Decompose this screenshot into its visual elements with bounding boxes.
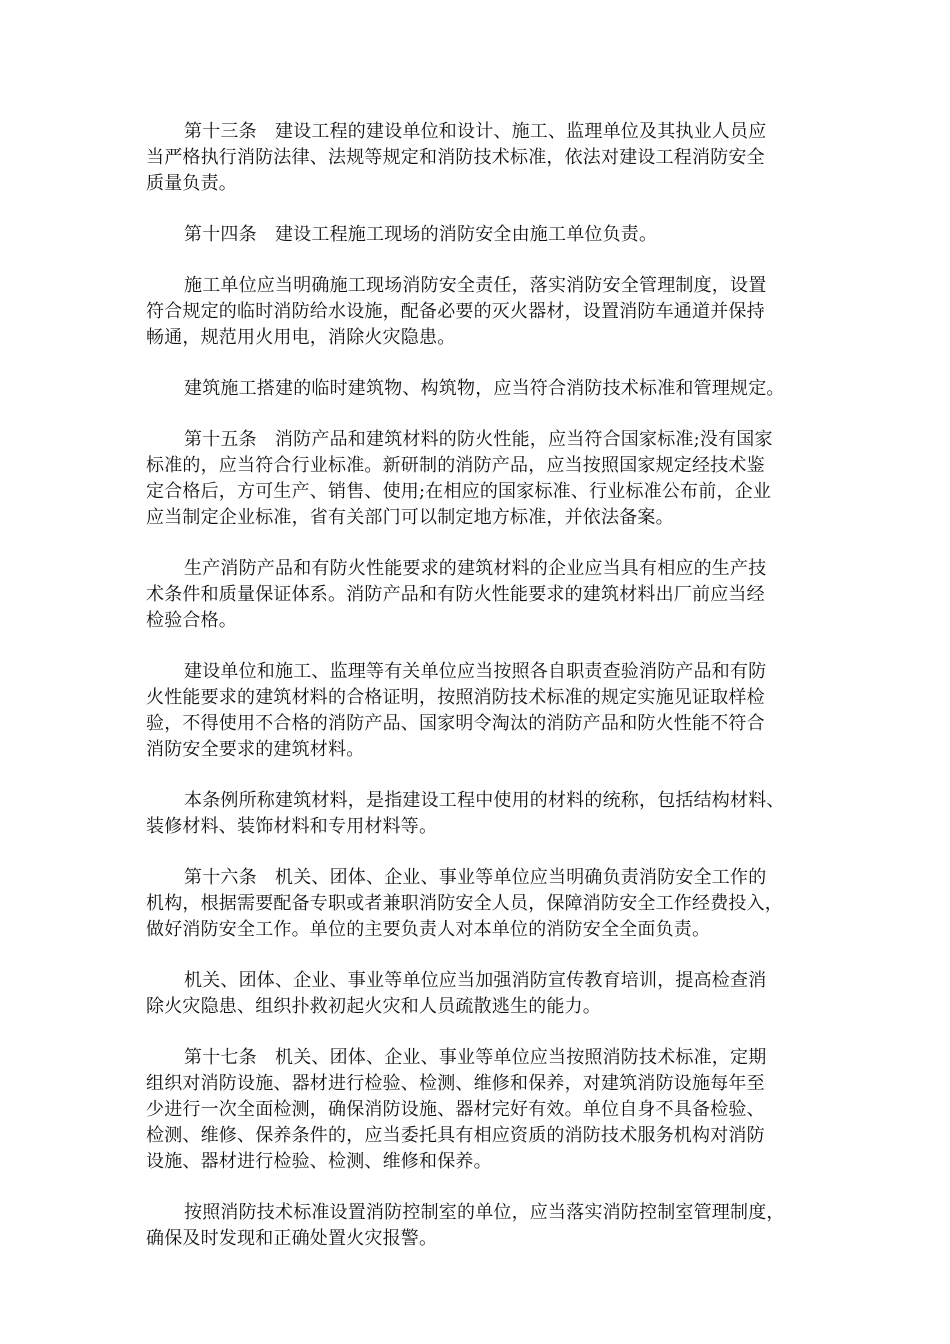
text-line: 第十四条 建设工程施工现场的消防安全由施工单位负责。 xyxy=(184,224,658,245)
text-line: 组织对消防设施、器材进行检验、检测、维修和保养，对建筑消防设施每年至 xyxy=(146,1073,765,1094)
text-line: 第十五条 消防产品和建筑材料的防火性能，应当符合国家标准;没有国家 xyxy=(184,429,773,450)
paragraph xyxy=(146,865,808,943)
text-line: 少进行一次全面检测，确保消防设施、器材完好有效。单位自身不具备检验、 xyxy=(146,1099,765,1120)
text-line: 第十三条 建设工程的建设单位和设计、施工、监理单位及其执业人员应 xyxy=(184,121,767,142)
text-line: 检测、维修、保养条件的，应当委托具有相应资质的消防技术服务机构对消防 xyxy=(146,1125,765,1146)
text-line: 标准的，应当符合行业标准。新研制的消防产品，应当按照国家规定经技术鉴 xyxy=(146,455,765,476)
text-line: 验，不得使用不合格的消防产品、国家明令淘汰的消防产品和防火性能不符合 xyxy=(146,713,765,734)
text-line: 机构，根据需要配备专职或者兼职消防安全人员，保障消防安全工作经费投入， xyxy=(146,893,783,914)
text-line: 第十六条 机关、团体、企业、事业等单位应当明确负责消防安全工作的 xyxy=(184,867,767,888)
text-line: 机关、团体、企业、事业等单位应当加强消防宣传教育培训，提高检查消 xyxy=(184,970,767,991)
text-line: 消防安全要求的建筑材料。 xyxy=(146,739,365,760)
text-line: 第十七条 机关、团体、企业、事业等单位应当按照消防技术标准，定期 xyxy=(184,1047,767,1068)
text-line: 施工单位应当明确施工现场消防安全责任，落实消防安全管理制度，设置 xyxy=(184,275,767,296)
text-line: 符合规定的临时消防给水设施，配备必要的灭火器材，设置消防车通道并保持 xyxy=(146,301,765,322)
paragraph xyxy=(146,556,808,634)
text-line: 按照消防技术标准设置消防控制室的单位，应当落实消防控制室管理制度， xyxy=(184,1202,785,1223)
paragraph xyxy=(146,222,808,248)
text-line: 生产消防产品和有防火性能要求的建筑材料的企业应当具有相应的生产技 xyxy=(184,558,767,579)
text-line: 术条件和质量保证体系。消防产品和有防火性能要求的建筑材料出厂前应当经 xyxy=(146,584,765,605)
text-line: 本条例所称建筑材料，是指建设工程中使用的材料的统称，包括结构材料、 xyxy=(184,790,785,811)
text-line: 确保及时发现和正确处置火灾报警。 xyxy=(146,1228,438,1249)
paragraph xyxy=(146,1045,808,1175)
text-line: 建设单位和施工、监理等有关单位应当按照各自职责查验消防产品和有防 xyxy=(184,661,767,682)
paragraph xyxy=(146,659,808,763)
document-page xyxy=(146,119,808,1277)
paragraph xyxy=(146,788,808,840)
text-line: 定合格后，方可生产、销售、使用;在相应的国家标准、行业标准公布前，企业 xyxy=(146,481,772,502)
text-line: 设施、器材进行检验、检测、维修和保养。 xyxy=(146,1151,492,1172)
text-line: 建筑施工搭建的临时建筑物、构筑物，应当符合消防技术标准和管理规定。 xyxy=(184,378,785,399)
paragraph xyxy=(146,1200,808,1252)
text-line: 除火灾隐患、组织扑救初起火灾和人员疏散逃生的能力。 xyxy=(146,996,601,1017)
text-line: 应当制定企业标准，省有关部门可以制定地方标准，并依法备案。 xyxy=(146,507,674,528)
text-line: 火性能要求的建筑材料的合格证明，按照消防技术标准的规定实施见证取样检 xyxy=(146,687,765,708)
paragraph xyxy=(146,119,808,197)
paragraph xyxy=(146,376,808,402)
text-line: 装修材料、装饰材料和专用材料等。 xyxy=(146,816,438,837)
text-line: 当严格执行消防法律、法规等规定和消防技术标准，依法对建设工程消防安全 xyxy=(146,147,765,168)
paragraph xyxy=(146,273,808,351)
paragraph xyxy=(146,968,808,1020)
text-line: 做好消防安全工作。单位的主要负责人对本单位的消防安全全面负责。 xyxy=(146,919,711,940)
text-line: 畅通，规范用火用电，消除火灾隐患。 xyxy=(146,327,456,348)
text-line: 检验合格。 xyxy=(146,610,237,631)
paragraph xyxy=(146,427,808,531)
text-line: 质量负责。 xyxy=(146,173,237,194)
